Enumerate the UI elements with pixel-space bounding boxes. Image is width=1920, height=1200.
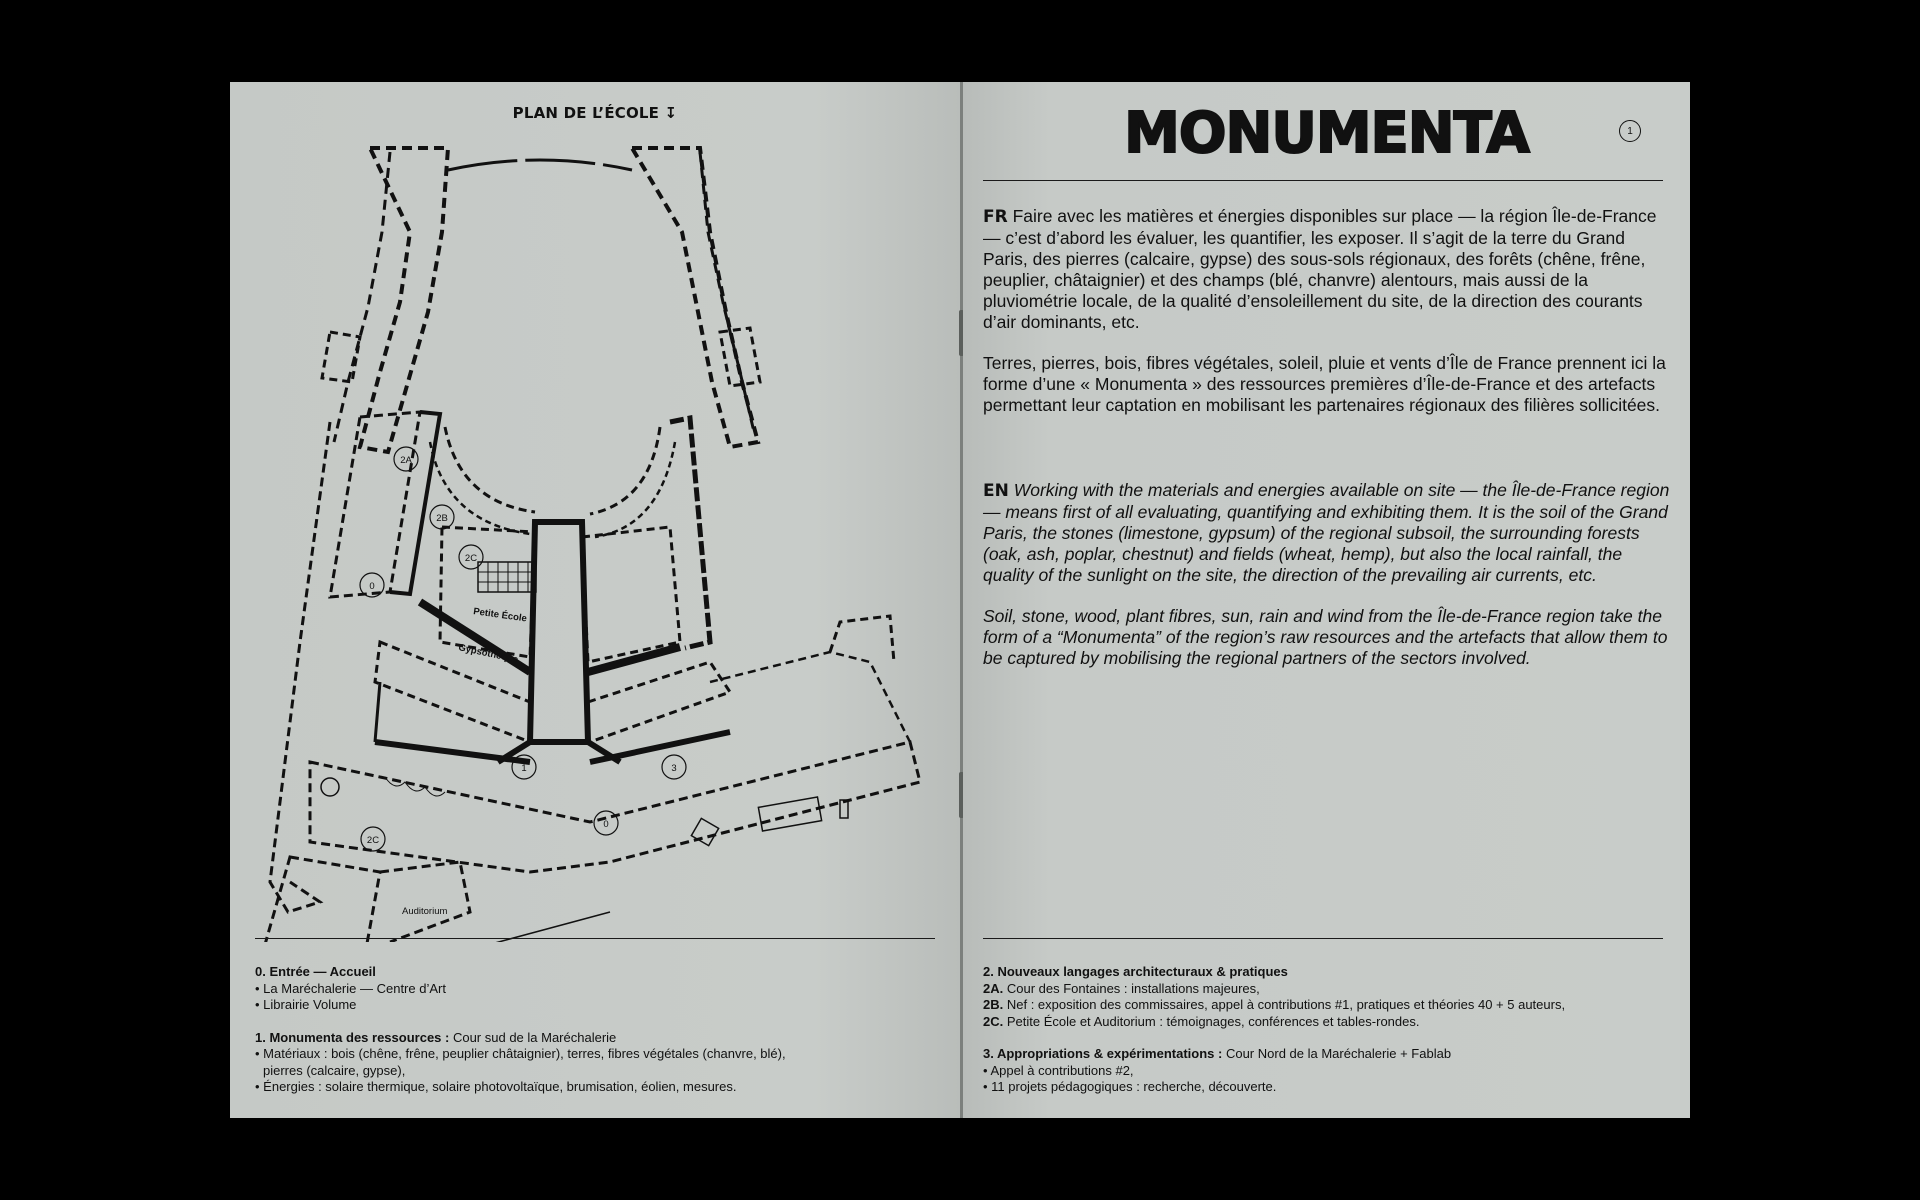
legend-appropriations-item: • Appel à contributions #2, xyxy=(983,1062,1134,1078)
plan-nef xyxy=(330,412,420,597)
en-paragraph-2: Soil, stone, wood, plant fibres, sun, rain and wind from the Île-de-France region take the form of a “Monumenta” of the region’s raw resources and the artefacts that allow them to be captured by mobilising the regional partners of the sectors involved. xyxy=(983,606,1668,668)
fr-paragraph-1: FR Faire avec les matières et énergies disponibles sur place — la région Île-de-France — c’est d’abord les évaluer, les quantifier, les exposer. Il s’agit de la terre du Grand Paris, des pierres (calcaire, gypse) des sous-sols régionaux, des forêts (chêne, frêne, peuplier, châtaignier) et des champs (blé, chanvre) alentours, mais aussi de la pluviométrie locale, de la qualité d’ensoleillement du site, de la direction des courants d’air dominants, etc. xyxy=(983,206,1657,332)
legend-2a: 2A. Cour des Fontaines : installations majeures, xyxy=(983,980,1260,996)
legend-langages-title: 2. Nouveaux langages architecturaux & pratiques xyxy=(983,964,1288,979)
legend-appropriations-title: 3. Appropriations & expérimentations : Cour Nord de la Maréchalerie + Fablab xyxy=(983,1046,1452,1061)
legend-entry-item: • La Maréchalerie — Centre d’Art xyxy=(255,980,446,996)
legend-2b: 2B. Nef : exposition des commissaires, appel à contributions #1, pratiques et théories 40 + 5 auteurs, xyxy=(983,997,1566,1012)
legend-ressources-item: • Matériaux : bois (chêne, frêne, peuplier châtaignier), terres, fibres végétales (chanvre, blé), xyxy=(255,1046,786,1061)
title-divider xyxy=(983,180,1663,181)
legend-ressources-item: • Énergies : solaire thermique, solaire photovoltaïque, brumisation, éolien, mesures. xyxy=(255,1079,737,1094)
label-auditorium: Auditorium xyxy=(402,906,448,917)
legend-appropriations-item: • 11 projets pédagogiques : recherche, découverte. xyxy=(983,1079,1277,1094)
page-title: MONUMENTA xyxy=(1124,101,1529,166)
plan-chapel xyxy=(530,522,588,742)
legend-entry-item: • Librairie Volume xyxy=(255,997,357,1012)
legend-ressources-title: 1. Monumenta des ressources : Cour sud de la Maréchalerie xyxy=(255,1029,617,1045)
legend-2c: 2C. Petite École et Auditorium : témoignages, conférences et tables-rondes. xyxy=(983,1013,1420,1029)
label-2c-top: 2C xyxy=(464,553,478,564)
plan-greenhouse xyxy=(478,562,536,592)
right-divider xyxy=(983,938,1663,939)
fr-paragraph-2: Terres, pierres, bois, fibres végétales, soleil, pluie et vents d’Île de France prennent ici la forme d’une « Monumenta » des ressources premières d’Île-de-France et des artefacts permettant leur captation en mobilisant les partenaires régionaux des filières sollicitées. xyxy=(983,353,1666,415)
label-2c-bottom: 2C xyxy=(366,835,380,846)
legend-ressources-item: pierres (calcaire, gypse), xyxy=(263,1062,406,1078)
label-0-left: 0 xyxy=(369,581,375,592)
left-divider xyxy=(255,938,935,939)
plan-right-wing xyxy=(632,148,758,447)
page-number: 1 xyxy=(1619,120,1641,142)
label-1: 1 xyxy=(521,763,527,774)
left-page xyxy=(230,82,960,1118)
school-floor-plan xyxy=(230,82,960,942)
label-2a: 2A xyxy=(400,455,412,466)
english-text xyxy=(983,480,1673,689)
legend-entry-title: 0. Entrée — Accueil xyxy=(255,964,376,979)
label-2b: 2B xyxy=(436,513,448,524)
label-petite-ecole: Petite École xyxy=(472,606,528,625)
right-page xyxy=(963,82,1690,1118)
label-gypsotheque: Gypsothèque xyxy=(457,642,520,666)
plan-left-wing xyxy=(360,148,448,452)
en-paragraph-1: EN Working with the materials and energies available on site — the Île-de-France region — means first of all evaluating, quantifying and exhibiting them. It is the soil of the Grand Paris, the stones (limestone, gypsum) of the regional subsoil, the surrounding forests (oak, ash, poplar, chestnut) and fields (wheat, hemp), but also the local rainfall, the quality of the sunlight on the site, the direction of the prevailing air currents, etc. xyxy=(983,480,1670,585)
plan-courtyard-arc xyxy=(448,160,632,170)
right-legend xyxy=(983,964,1673,1096)
en-tag: EN xyxy=(983,481,1009,501)
plan-auditorium-block xyxy=(260,857,380,942)
left-legend xyxy=(255,964,945,1096)
plan-title: PLAN DE L’ÉCOLE ↧ xyxy=(512,104,678,122)
booklet-spread xyxy=(230,82,1690,1118)
fr-tag: FR xyxy=(983,207,1008,227)
label-3: 3 xyxy=(671,763,677,774)
label-0-bottom: 0 xyxy=(603,819,609,830)
french-text xyxy=(983,206,1673,436)
